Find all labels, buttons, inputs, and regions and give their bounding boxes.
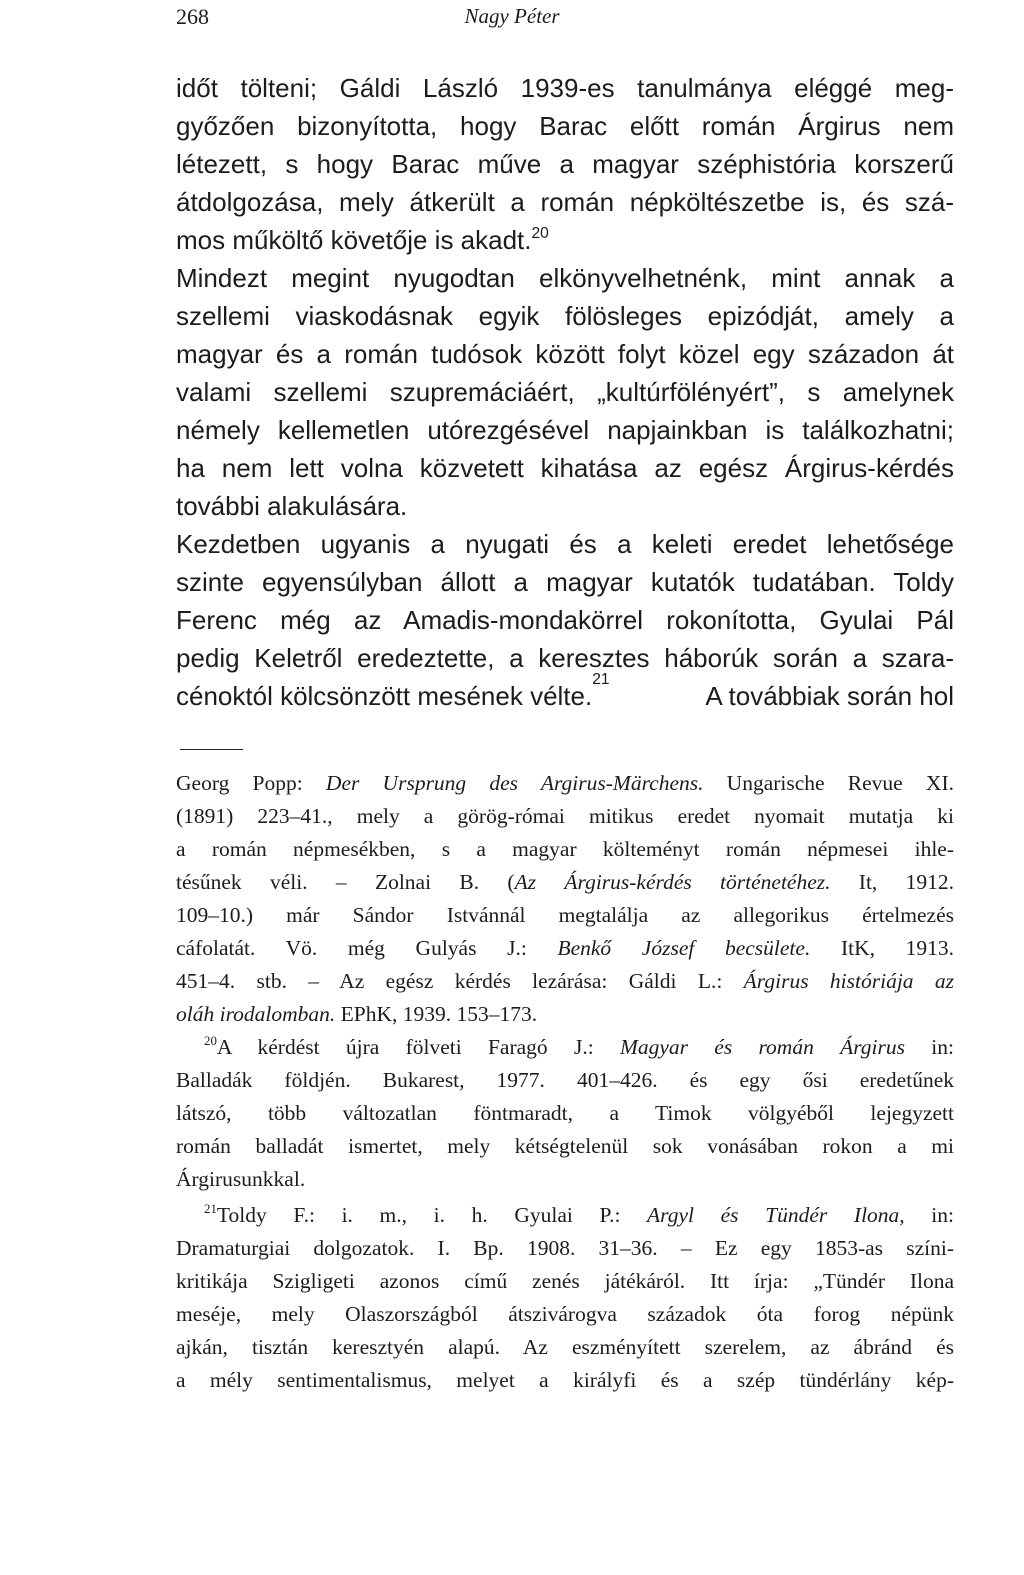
footnote-19-line: (1891) 223–41., mely a görög-római mitikus eredet nyomait mutatja ki (176, 804, 954, 828)
text-line: további alakulására. (176, 491, 408, 521)
text-line: létezett, s hogy Barac műve a magyar széphistória korszerű (176, 149, 954, 179)
footnote-20-line: román balladát ismertet, mely kétségtelenül sok vonásában rokon a mi (176, 1134, 954, 1158)
footnote-19-line: tésűnek véli. – Zolnai B. (Az Árgirus-kérdés történetéhez. It, 1912. (176, 870, 954, 894)
text-line: átdolgozása, mely átkerült a román népköltészetbe is, és szá- (176, 187, 954, 217)
footnote-separator (180, 749, 243, 750)
text-line: szinte egyensúlyban állott a magyar kutatók tudatában. Toldy (176, 567, 954, 597)
text-line: magyar és a román tudósok között folyt közel egy századon át (176, 339, 954, 369)
text-segment: A továbbiak során hol (705, 681, 954, 711)
footnote-19-line: 451–4. stb. – Az egész kérdés lezárása: Gáldi L.: Árgirus históriája az (176, 969, 955, 993)
footnote-19-line: 109–10.) már Sándor Istvánnál megtalálja az allegorikus értelmezés (176, 903, 954, 927)
footnote-ref-21: 21 (592, 671, 610, 688)
text-line (176, 671, 954, 712)
text-line: ha nem lett volna közvetett kihatása az egész Árgirus-kérdés (176, 453, 954, 483)
running-head: Nagy Péter (464, 4, 560, 28)
text-line: némely kellemetlen utórezgésével napjainkban is találkozhatni; (176, 415, 954, 445)
footnote-21-line: kritikája Szigligeti azonos című zenés játékáról. Itt írja: „Tündér Ilona (176, 1269, 954, 1293)
footnote-19-line: Georg Popp: Der Ursprung des Argirus-Märchens. Ungarische Revue XI. (176, 771, 954, 795)
page-header (0, 4, 1024, 34)
text-line (176, 224, 954, 256)
footnote-20-line: $^{20}$A kérdést újra fölveti Faragó J.: Magyar és román Árgirus in: (204, 1033, 955, 1059)
text-segment: cénoktól kölcsönzött mesének vélte. (176, 681, 593, 711)
footnote-ref-20: 20 (531, 225, 549, 243)
text-segment: mos műköltő követője is akadt. (176, 225, 532, 255)
text-line: időt tölteni; Gáldi László 1939-es tanulmánya eléggé meg- (176, 73, 954, 103)
text-line: valami szellemi szupremáciáért, „kultúrfölényért”, s amelynek (176, 377, 954, 407)
footnote-21-line: a mély sentimentalismus, melyet a királyfi és a szép tündérlány kép- (176, 1368, 954, 1392)
footnote-21-line: ajkán, tisztán keresztyén alapú. Az eszményített szerelem, az ábránd és (176, 1335, 954, 1359)
text-line: Ferenc még az Amadis-mondakörrel rokonította, Gyulai Pál (176, 605, 954, 635)
footnote-20-line: Balladák földjén. Bukarest, 1977. 401–426. és egy ősi eredetűnek (176, 1068, 954, 1092)
footnote-19-line: oláh irodalomban. EPhK, 1939. 153–173. (176, 1002, 538, 1026)
page-number: 268 (176, 4, 209, 29)
text-line: győzően bizonyította, hogy Barac előtt román Árgirus nem (176, 111, 954, 141)
footnote-20-line: Árgirusunkkal. (176, 1167, 306, 1191)
footnote-number: 20 (204, 1033, 217, 1048)
footnote-21-line: Dramaturgiai dolgozatok. I. Bp. 1908. 31–36. – Ez egy 1853-as színi- (176, 1236, 954, 1260)
footnote-21-line: meséje, mely Olaszországból átszivárogva századok óta forog népünk (176, 1302, 954, 1326)
footnote-19-line: a román népmesékben, s a magyar költeményt román népmesei ihle- (176, 837, 954, 861)
text-line: pedig Keletről eredeztette, a keresztes háborúk során a szara- (176, 643, 954, 673)
footnote-20-line: látszó, több változatlan föntmaradt, a Timok völgyéből lejegyzett (176, 1101, 954, 1125)
footnote-number: 21 (204, 1201, 217, 1216)
text-line: szellemi viaskodásnak egyik fölösleges epizódját, amely a (176, 301, 954, 331)
footnote-19-line: cáfolatát. Vö. még Gulyás J.: Benkő József becsülete. ItK, 1913. (176, 936, 954, 960)
paragraph-start: Mindezt megint nyugodtan elkönyvelhetnénk, mint annak a (176, 263, 954, 293)
paragraph-start: Kezdetben ugyanis a nyugati és a keleti eredet lehetősége (176, 529, 954, 559)
footnote-21-line: $^{21}$Toldy F.: i. m., i. h. Gyulai P.: Argyl és Tündér Ilona, in: (204, 1201, 954, 1227)
